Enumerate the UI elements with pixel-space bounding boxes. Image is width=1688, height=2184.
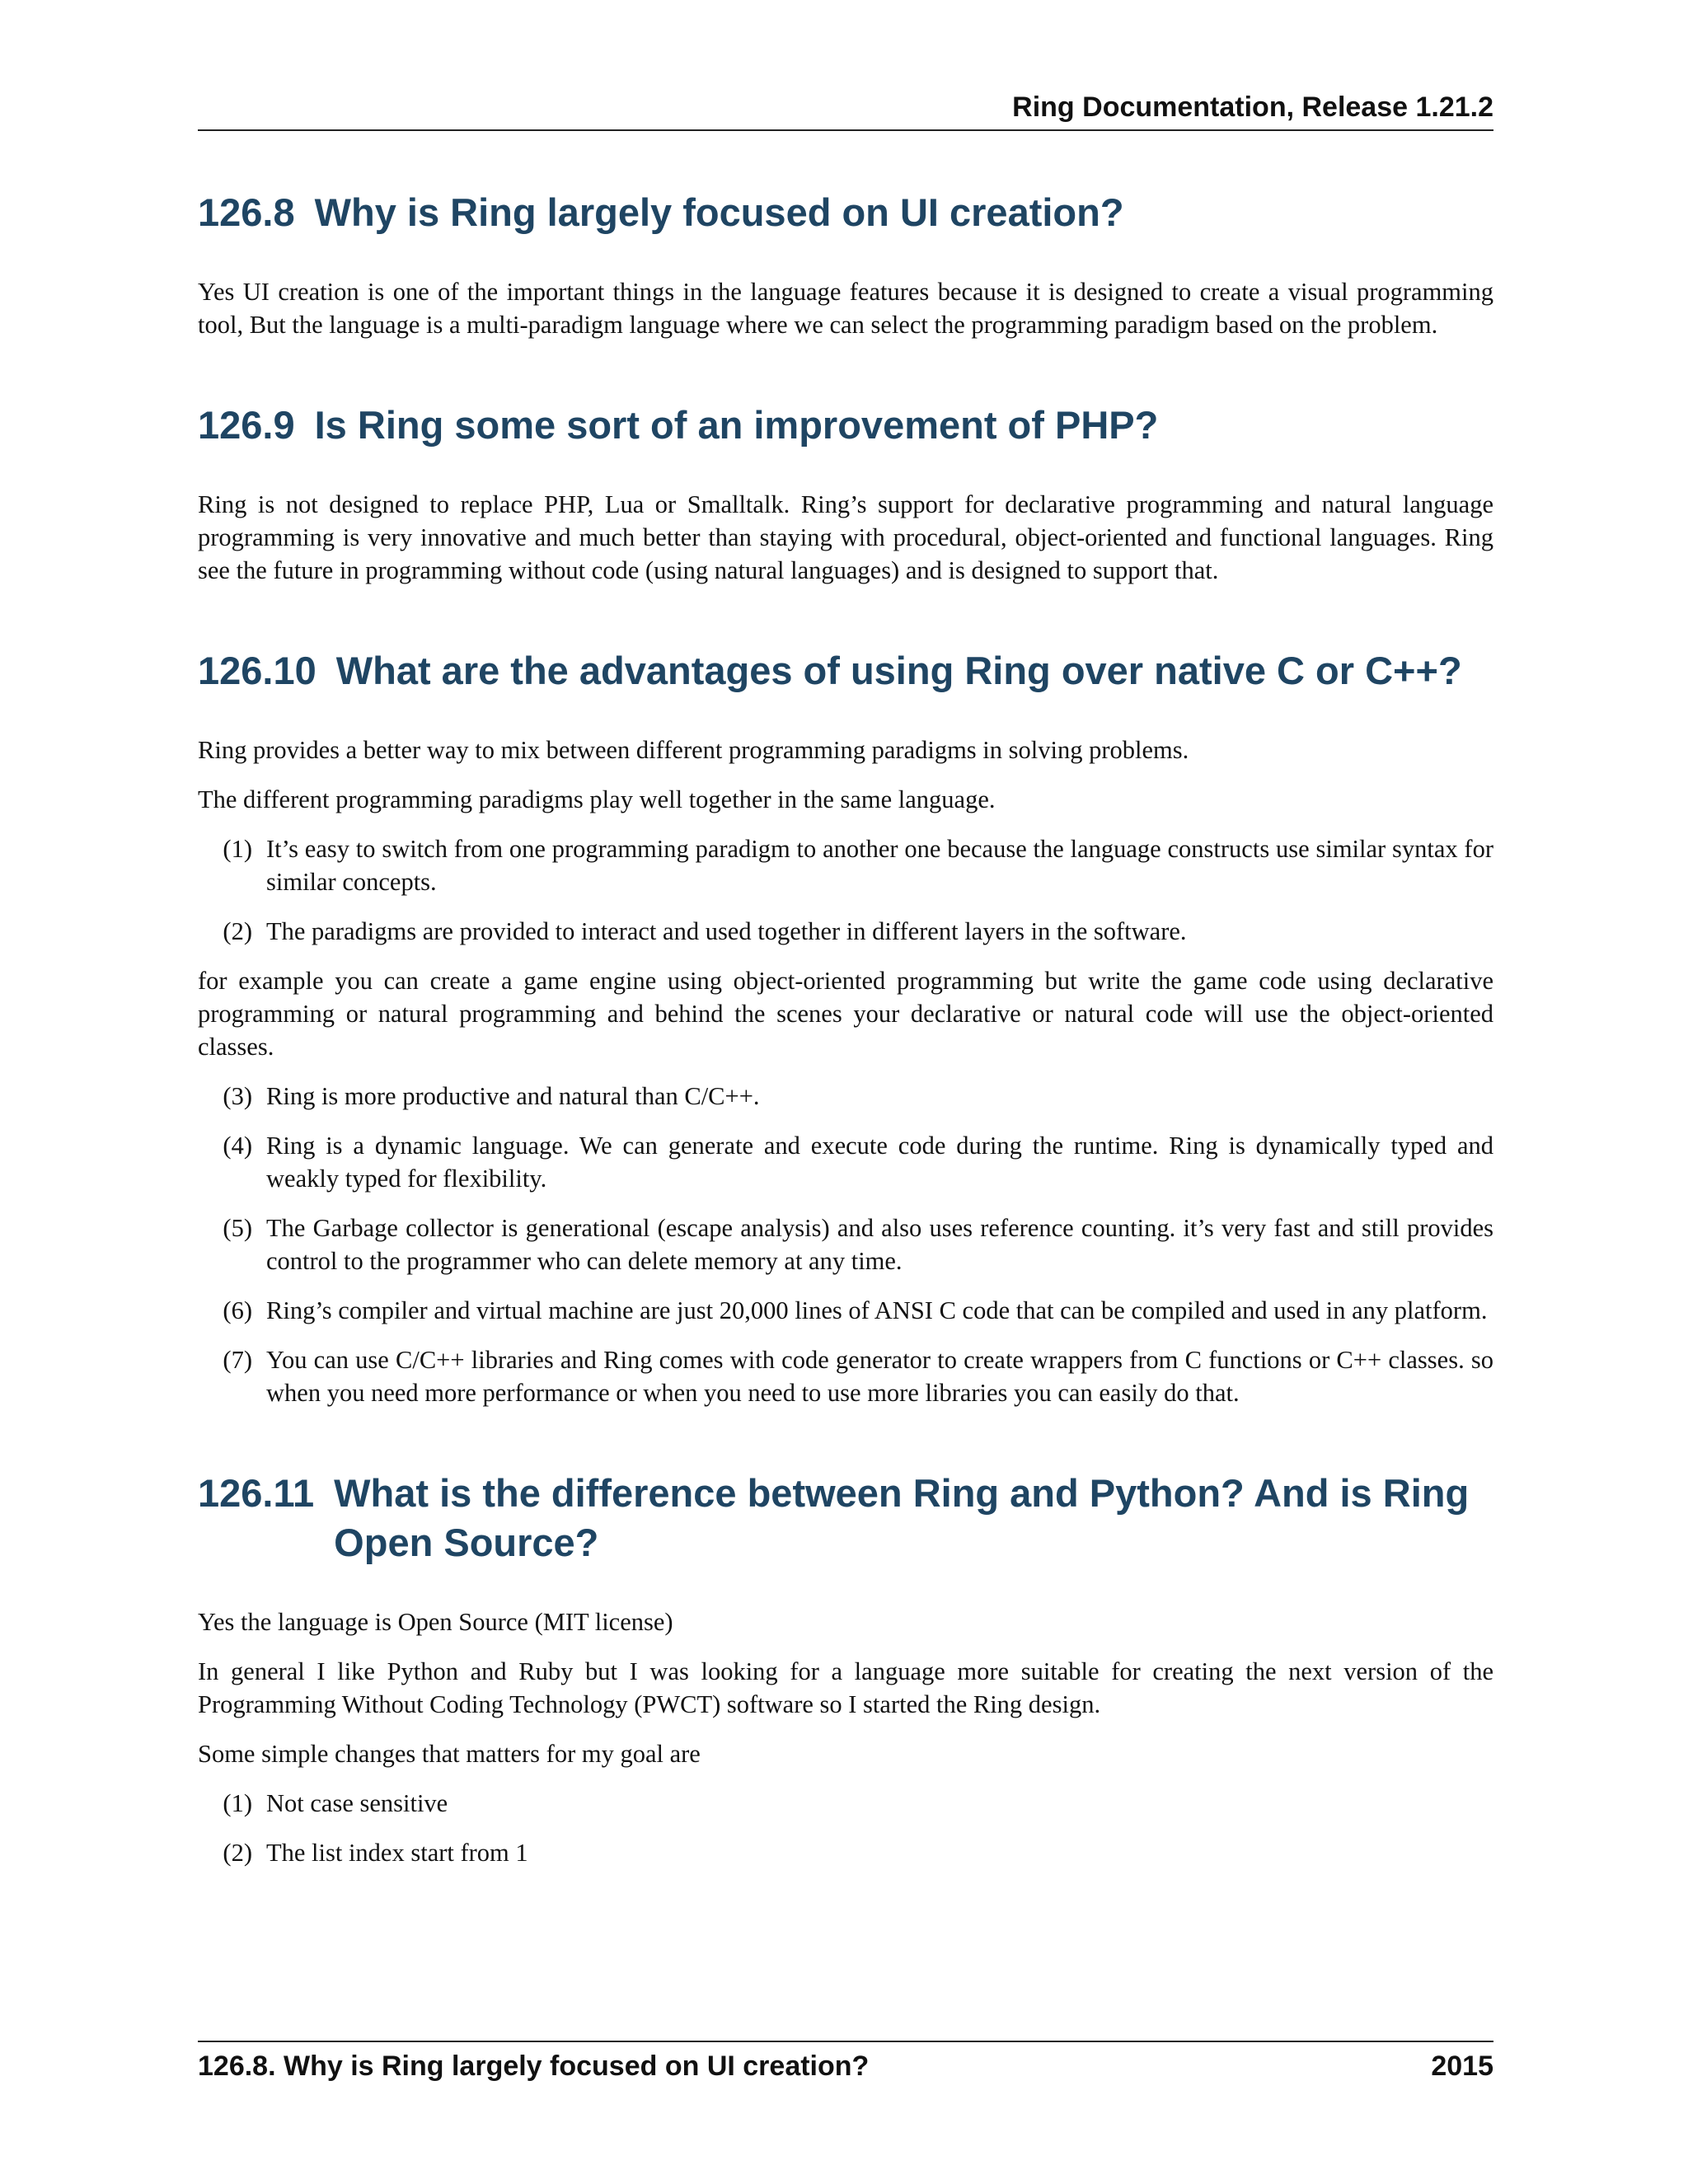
section-126-9	[198, 401, 1493, 587]
paragraph: Yes the language is Open Source (MIT license)	[198, 1608, 673, 1636]
section-title: Why is Ring largely focused on UI creation?	[314, 190, 1124, 234]
page-number: 2015	[1431, 2050, 1493, 2082]
list-item-text: The Garbage collector is generational (escape analysis) and also uses reference counting. it’s very fast and still provides control to the programmer who can delete memory at any time.	[266, 1214, 1493, 1275]
list-item	[198, 832, 1493, 898]
section-number: 126.8	[198, 190, 295, 234]
running-header: Ring Documentation, Release 1.21.2	[1012, 91, 1493, 123]
section-title: Is Ring some sort of an improvement of PHP?	[314, 403, 1159, 447]
list-marker: (2)	[223, 917, 252, 945]
section-126-8	[198, 188, 1493, 341]
footer-section-reference: 126.8. Why is Ring largely focused on UI creation?	[198, 2050, 870, 2082]
list-item-text: The list index start from 1	[266, 1839, 528, 1867]
list-item	[198, 1836, 1493, 1869]
list-item-text: Ring is a dynamic language. We can generate and execute code during the runtime. Ring is dynamically typed and weakly typed for flexibility.	[266, 1132, 1493, 1193]
list-item-text: Ring is more productive and natural than C/C++.	[266, 1082, 760, 1110]
section-heading	[198, 646, 1493, 696]
list-marker: (3)	[223, 1082, 252, 1110]
paragraph: Ring provides a better way to mix between different programming paradigms in solving problems.	[198, 736, 1189, 764]
list-item	[198, 915, 1493, 948]
list-item	[198, 1343, 1493, 1409]
list-item	[198, 1080, 1493, 1113]
list-item	[198, 1294, 1493, 1327]
numbered-list	[198, 832, 1493, 948]
list-item	[198, 1129, 1493, 1195]
list-item-text: Ring’s compiler and virtual machine are just 20,000 lines of ANSI C code that can be compiled and used in any platform.	[266, 1296, 1488, 1324]
list-marker: (4)	[223, 1132, 252, 1160]
list-marker: (6)	[223, 1296, 252, 1324]
footer-divider	[198, 2041, 1493, 2042]
list-marker: (1)	[223, 1789, 252, 1817]
list-item	[198, 1212, 1493, 1277]
list-marker: (2)	[223, 1839, 252, 1867]
list-item	[198, 1787, 1493, 1820]
section-number: 126.10	[198, 649, 316, 692]
list-item-text: Not case sensitive	[266, 1789, 448, 1817]
paragraph: for example you can create a game engine using object-oriented programming but write the game code using declarative programming or natural programming and behind the scenes your declarative or natural code will use the object-oriented classes.	[198, 967, 1493, 1061]
list-item-text: The paradigms are provided to interact and used together in different layers in the software.	[266, 917, 1187, 945]
document-page	[198, 0, 1493, 2184]
running-footer	[198, 2050, 1493, 2083]
section-title: What are the advantages of using Ring over native C or C++?	[335, 649, 1462, 692]
section-heading	[198, 401, 1493, 450]
list-item-text: You can use C/C++ libraries and Ring comes with code generator to create wrappers from C functions or C++ classes. so when you need more performance or when you need to use more libraries you can easily do that.	[266, 1346, 1493, 1407]
section-number: 126.9	[198, 403, 295, 447]
header-divider	[198, 129, 1493, 131]
section-126-10	[198, 646, 1493, 1409]
section-heading	[198, 188, 1493, 237]
paragraph: Yes UI creation is one of the important things in the language features because it is designed to create a visual programming tool, But the language is a multi-paradigm language where we can select the programming paradigm based on the problem.	[198, 278, 1493, 339]
list-marker: (7)	[223, 1346, 252, 1374]
section-number: 126.11	[198, 1471, 315, 1515]
list-marker: (1)	[223, 835, 252, 863]
paragraph: Some simple changes that matters for my goal are	[198, 1740, 701, 1768]
numbered-list	[198, 1787, 1493, 1869]
numbered-list	[198, 1080, 1493, 1409]
paragraph: In general I like Python and Ruby but I was looking for a language more suitable for creating the next version of the Programming Without Coding Technology (PWCT) software so I started the Ring design.	[198, 1657, 1493, 1718]
section-126-11	[198, 1469, 1493, 1869]
list-item-text: It’s easy to switch from one programming paradigm to another one because the language constructs use similar syntax for similar concepts.	[266, 835, 1493, 896]
section-title: What is the difference between Ring and Python? And is Ring Open Source?	[334, 1471, 1470, 1564]
section-heading	[198, 1469, 1493, 1568]
paragraph: The different programming paradigms play well together in the same language.	[198, 785, 996, 813]
list-marker: (5)	[223, 1214, 252, 1242]
paragraph: Ring is not designed to replace PHP, Lua or Smalltalk. Ring’s support for declarative programming and natural language programming is very innovative and much better than staying with procedural, object-oriented and functional languages. Ring see the future in programming without code (using natural languages) and is designed to support that.	[198, 490, 1493, 584]
page-content	[198, 188, 1493, 1929]
